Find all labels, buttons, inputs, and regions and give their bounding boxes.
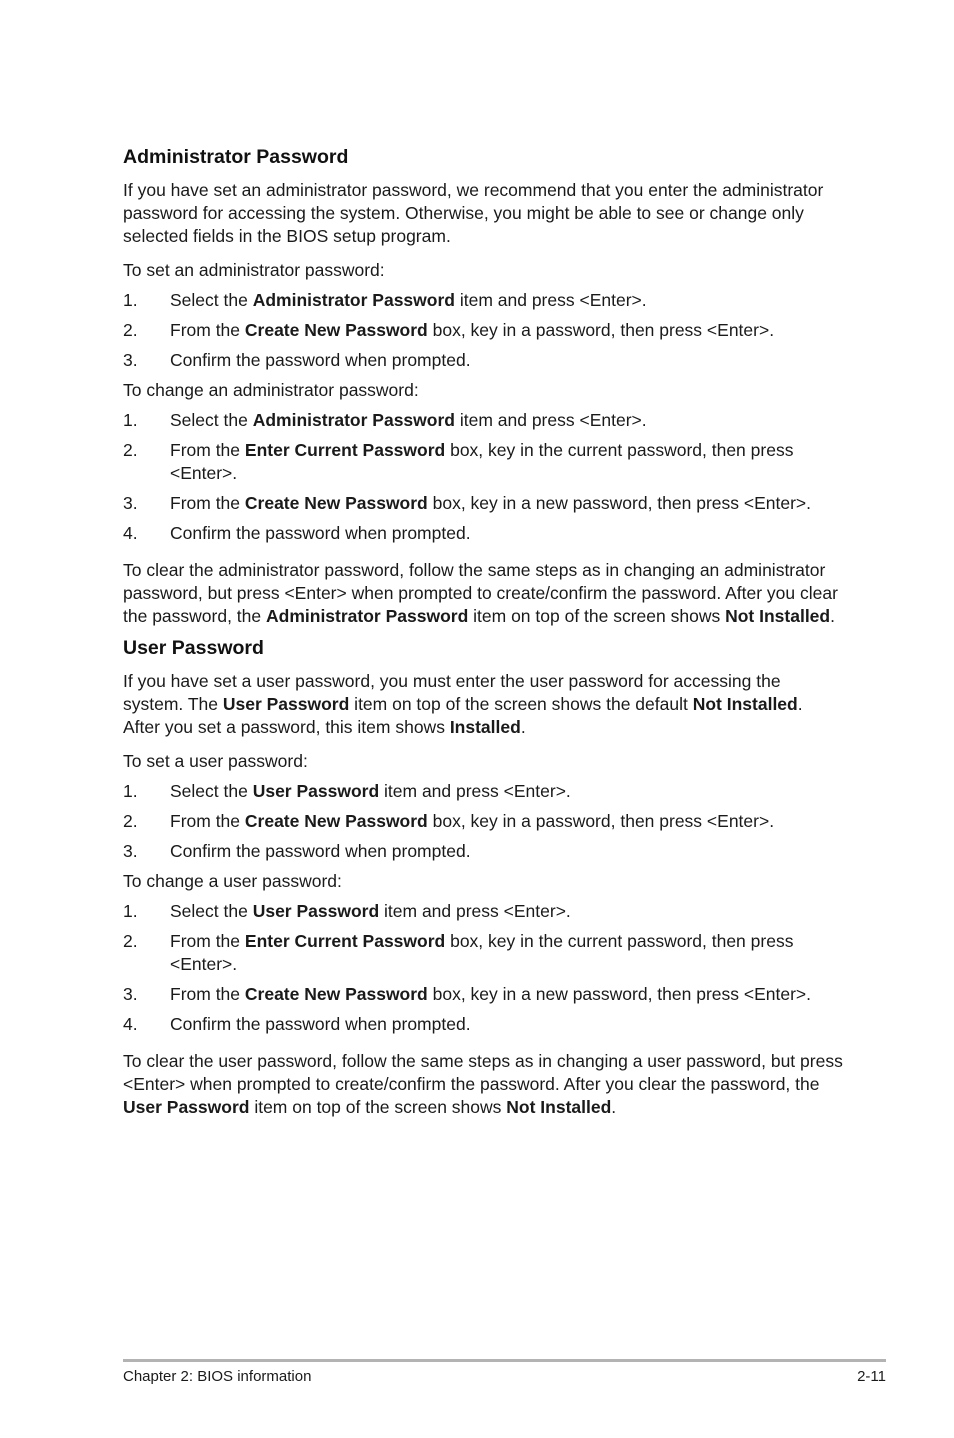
text-run: item on top of the screen shows the default <box>349 694 693 714</box>
step-text <box>170 810 843 833</box>
text-run: From the <box>170 493 245 513</box>
text-run: Select the <box>170 901 253 921</box>
step-number: 2. <box>123 931 138 951</box>
step-number: 1. <box>123 290 138 310</box>
user-set-steps <box>123 780 843 863</box>
step-text <box>170 1013 843 1036</box>
text-run: box, key in a new password, then press <Enter>. <box>427 493 812 513</box>
text-run: box, key in the current password, then press <Enter>. <box>170 931 794 974</box>
step-number: 3. <box>123 984 138 1004</box>
step-text <box>170 409 843 432</box>
admin-change-title: To change an administrator password: <box>123 380 419 400</box>
step-number: 2. <box>123 811 138 831</box>
text-run: . <box>611 1097 617 1117</box>
user-clear-paragraph <box>123 1050 843 1119</box>
bold-term: Create New Password <box>244 493 428 513</box>
text-run: Confirm the password when prompted. <box>170 1014 471 1034</box>
user-password-section <box>123 636 843 1119</box>
bold-term: Create New Password <box>244 811 428 831</box>
user-change-title: To change a user password: <box>123 871 342 891</box>
admin-password-section <box>123 145 843 628</box>
bold-term: Create New Password <box>244 984 428 1004</box>
bold-term: Administrator Password <box>252 410 455 430</box>
admin-set-title: To set an administrator password: <box>123 260 385 280</box>
text-run: Select the <box>170 781 253 801</box>
user-set-title: To set a user password: <box>123 751 308 771</box>
text-run: . After you set a password, this item shows <box>123 694 803 737</box>
bold-term: Not Installed <box>692 694 798 714</box>
text-run: . <box>830 606 835 626</box>
step-text <box>170 930 843 976</box>
bold-term: Administrator Password <box>252 290 455 310</box>
step-text <box>170 900 843 923</box>
text-run: . <box>520 717 526 737</box>
text-run: If you have set a user password, you must enter the user password for accessing the system. The <box>123 671 781 714</box>
text-run: Select the <box>170 410 253 430</box>
user-change-steps <box>123 900 843 1036</box>
list-item <box>123 900 843 923</box>
list-item <box>123 439 843 485</box>
admin-change-steps <box>123 409 843 545</box>
step-number: 3. <box>123 493 138 513</box>
list-item <box>123 349 843 372</box>
text-run: Select the <box>170 290 253 310</box>
step-number: 2. <box>123 320 138 340</box>
step-number: 3. <box>123 841 138 861</box>
step-text <box>170 289 843 312</box>
bold-term: User Password <box>222 694 350 714</box>
bold-term: Not Installed <box>506 1097 612 1117</box>
text-run: To clear the administrator password, follow the same steps as in changing an administrator password, but press <Enter> when prompted to create/confirm the password. After you clear the password, the <box>123 560 838 626</box>
bold-term: User Password <box>252 781 380 801</box>
footer-chapter: Chapter 2: BIOS information <box>123 1368 312 1385</box>
bold-term: Installed <box>449 717 521 737</box>
step-number: 4. <box>123 523 138 543</box>
text-run: item and press <Enter>. <box>379 781 571 801</box>
bold-term: User Password <box>123 1097 250 1117</box>
step-number: 1. <box>123 781 138 801</box>
text-run: Confirm the password when prompted. <box>170 523 471 543</box>
text-run: From the <box>170 931 245 951</box>
admin-set-steps <box>123 289 843 372</box>
footer-page-number: 2-11 <box>857 1368 886 1385</box>
list-item <box>123 780 843 803</box>
step-text <box>170 319 843 342</box>
text-run: item and press <Enter>. <box>454 290 647 310</box>
list-item <box>123 409 843 432</box>
step-text <box>170 492 843 515</box>
bold-term: Not Installed <box>725 606 831 626</box>
bold-term: User Password <box>252 901 380 921</box>
list-item <box>123 1013 843 1036</box>
user-password-heading: User Password <box>123 637 264 659</box>
text-run: item and press <Enter>. <box>379 901 571 921</box>
text-run: box, key in a password, then press <Enter>. <box>427 811 775 831</box>
list-item <box>123 522 843 545</box>
text-run: box, key in a new password, then press <Enter>. <box>427 984 812 1004</box>
user-intro-paragraph <box>123 670 843 739</box>
admin-intro-paragraph <box>123 179 843 248</box>
list-item <box>123 319 843 342</box>
text-run: From the <box>170 440 245 460</box>
step-text <box>170 439 843 485</box>
step-number: 1. <box>123 410 138 430</box>
list-item <box>123 930 843 976</box>
step-number: 4. <box>123 1014 138 1034</box>
list-item <box>123 840 843 863</box>
text-run: Confirm the password when prompted. <box>170 350 471 370</box>
step-text <box>170 983 843 1006</box>
text-run: box, key in the current password, then press <Enter>. <box>170 440 794 483</box>
text-run: item and press <Enter>. <box>454 410 647 430</box>
list-item <box>123 492 843 515</box>
text-run: item on top of the screen shows <box>468 606 726 626</box>
admin-clear-paragraph <box>123 559 843 628</box>
text-run: To clear the user password, follow the same steps as in changing a user password, but press <Enter> when prompted to create/confirm the password. After you clear the password, the <box>123 1051 843 1094</box>
step-number: 3. <box>123 350 138 370</box>
step-number: 1. <box>123 901 138 921</box>
bold-term: Create New Password <box>244 320 428 340</box>
footer-divider <box>123 1359 886 1362</box>
step-number: 2. <box>123 440 138 460</box>
text-run: From the <box>170 320 245 340</box>
list-item <box>123 810 843 833</box>
list-item <box>123 983 843 1006</box>
text-run: box, key in a password, then press <Enter>. <box>427 320 775 340</box>
list-item <box>123 289 843 312</box>
step-text <box>170 840 843 863</box>
text-run: From the <box>170 984 245 1004</box>
bold-term: Enter Current Password <box>244 440 446 460</box>
text-run: If you have set an administrator password, we recommend that you enter the administrator password for accessing the system. Otherwise, you might be able to see or change only selected fields in the BIOS setup program. <box>123 180 824 246</box>
admin-password-heading: Administrator Password <box>123 146 349 168</box>
text-run: From the <box>170 811 245 831</box>
step-text <box>170 780 843 803</box>
step-text <box>170 349 843 372</box>
bold-term: Enter Current Password <box>244 931 446 951</box>
text-run: item on top of the screen shows <box>249 1097 507 1117</box>
text-run: Confirm the password when prompted. <box>170 841 471 861</box>
bold-term: Administrator Password <box>266 606 469 626</box>
step-text <box>170 522 843 545</box>
